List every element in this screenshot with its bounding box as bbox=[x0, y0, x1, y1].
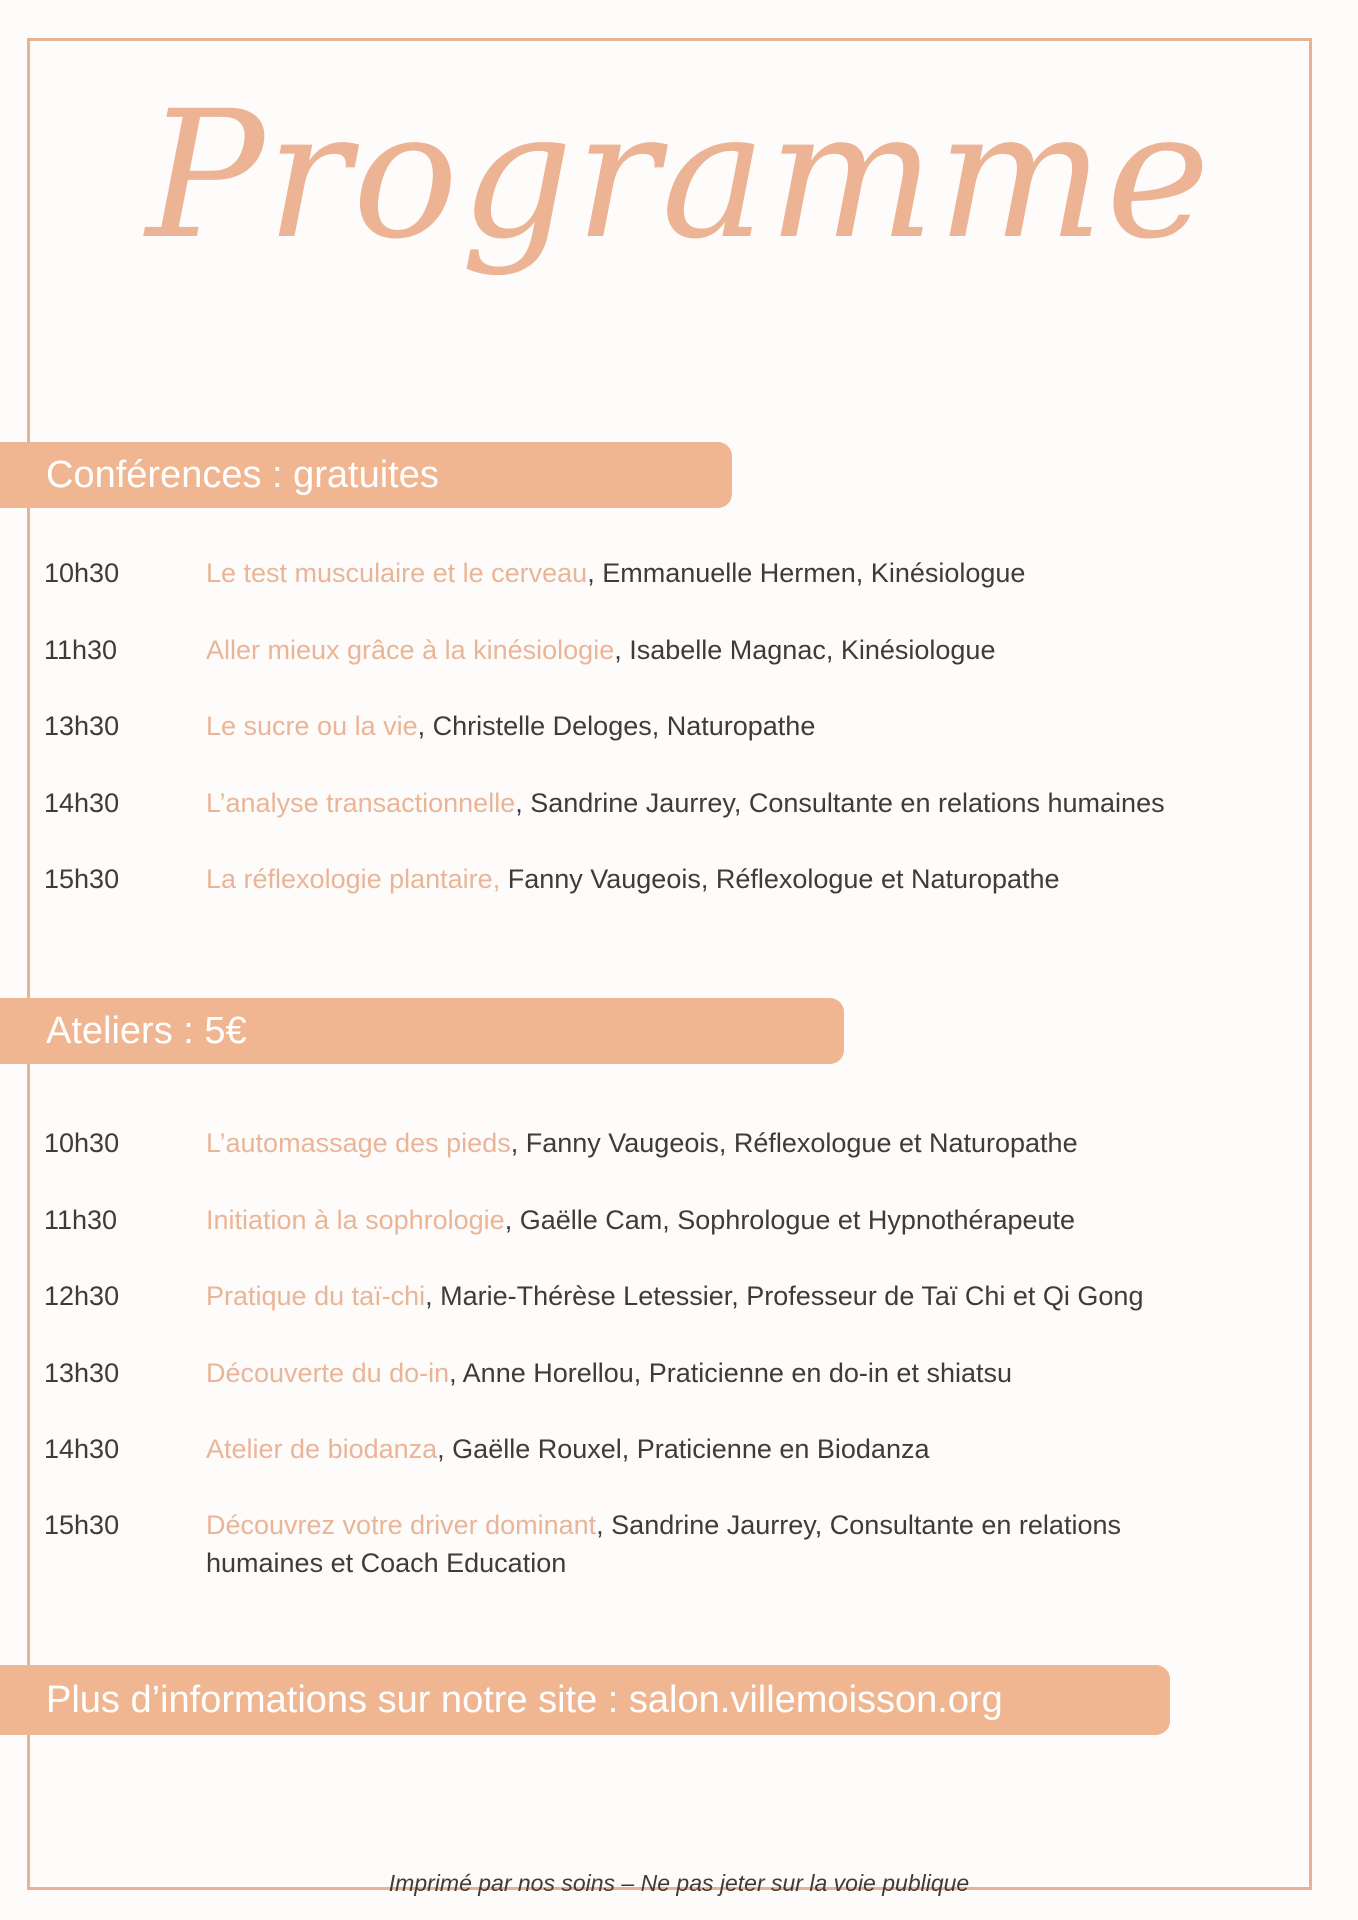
row-time: 14h30 bbox=[44, 1434, 120, 1464]
row-topic: Atelier de biodanza bbox=[206, 1434, 438, 1464]
row-speaker: , Sandrine Jaurrey, Consultante en relations humaines bbox=[515, 788, 1165, 818]
conference-row bbox=[44, 631, 1278, 669]
row-time: 14h30 bbox=[44, 788, 120, 818]
row-speaker: , Isabelle Magnac, Kinésiologue bbox=[614, 635, 996, 665]
row-speaker: , Anne Horellou, Praticienne en do-in et shiatsu bbox=[449, 1358, 1013, 1388]
row-topic: Découvrez votre driver dominant bbox=[206, 1510, 597, 1540]
row-speaker: , Fanny Vaugeois, Réflexologue et Naturopathe bbox=[510, 1128, 1078, 1158]
row-speaker: , Gaëlle Rouxel, Praticienne en Biodanza bbox=[437, 1434, 930, 1464]
row-topic: Le test musculaire et le cerveau bbox=[206, 558, 588, 588]
row-topic: Aller mieux grâce à la kinésiologie bbox=[206, 635, 615, 665]
conference-row bbox=[44, 860, 1278, 898]
row-time: 15h30 bbox=[44, 864, 120, 894]
row-topic: La réflexologie plantaire, bbox=[206, 864, 501, 894]
row-speaker: , Gaëlle Cam, Sophrologue et Hypnothérapeute bbox=[504, 1205, 1076, 1235]
row-time: 12h30 bbox=[44, 1281, 120, 1311]
atelier-row bbox=[44, 1354, 1278, 1392]
conference-row bbox=[44, 784, 1278, 822]
row-topic: Le sucre ou la vie bbox=[206, 711, 418, 741]
row-topic: Découverte du do-in bbox=[206, 1358, 450, 1388]
ateliers-banner bbox=[0, 998, 844, 1064]
atelier-row bbox=[44, 1506, 1208, 1582]
ateliers-heading: Ateliers : 5€ bbox=[46, 1010, 247, 1052]
conferences-banner bbox=[0, 442, 732, 508]
row-time: 13h30 bbox=[44, 711, 120, 741]
conferences-heading: Conférences : gratuites bbox=[46, 454, 439, 496]
atelier-row bbox=[44, 1124, 1278, 1162]
info-text: Plus d’informations sur notre site : salon.villemoisson.org bbox=[46, 1679, 1003, 1721]
row-speaker: , Christelle Deloges, Naturopathe bbox=[417, 711, 816, 741]
row-topic: L’automassage des pieds bbox=[206, 1128, 511, 1158]
row-speaker: , Emmanuelle Hermen, Kinésiologue bbox=[587, 558, 1026, 588]
page-border bbox=[27, 38, 1312, 1890]
row-time: 10h30 bbox=[44, 1128, 120, 1158]
row-time: 13h30 bbox=[44, 1358, 120, 1388]
row-time: 11h30 bbox=[44, 635, 118, 665]
conference-row bbox=[44, 554, 1278, 592]
conference-row bbox=[44, 707, 1278, 745]
row-topic: L’analyse transactionnelle bbox=[206, 788, 516, 818]
row-time: 15h30 bbox=[44, 1510, 120, 1540]
atelier-row bbox=[44, 1201, 1278, 1239]
row-time: 11h30 bbox=[44, 1205, 118, 1235]
footer-note: Imprimé par nos soins – Ne pas jeter sur la voie publique bbox=[388, 1870, 970, 1896]
info-banner bbox=[0, 1665, 1170, 1735]
row-speaker: , Marie-Thérèse Letessier, Professeur de Taï Chi et Qi Gong bbox=[425, 1281, 1144, 1311]
atelier-row bbox=[44, 1430, 1278, 1468]
row-time: 10h30 bbox=[44, 558, 120, 588]
row-speaker: Fanny Vaugeois, Réflexologue et Naturopathe bbox=[500, 864, 1060, 894]
row-topic: Pratique du taï-chi bbox=[206, 1281, 426, 1311]
row-speaker: , Sandrine Jaurrey, Consultante en relations humaines et Coach Education bbox=[206, 1510, 1121, 1578]
page-title: Programme bbox=[145, 73, 1213, 278]
row-topic: Initiation à la sophrologie bbox=[206, 1205, 505, 1235]
atelier-row bbox=[44, 1277, 1278, 1315]
